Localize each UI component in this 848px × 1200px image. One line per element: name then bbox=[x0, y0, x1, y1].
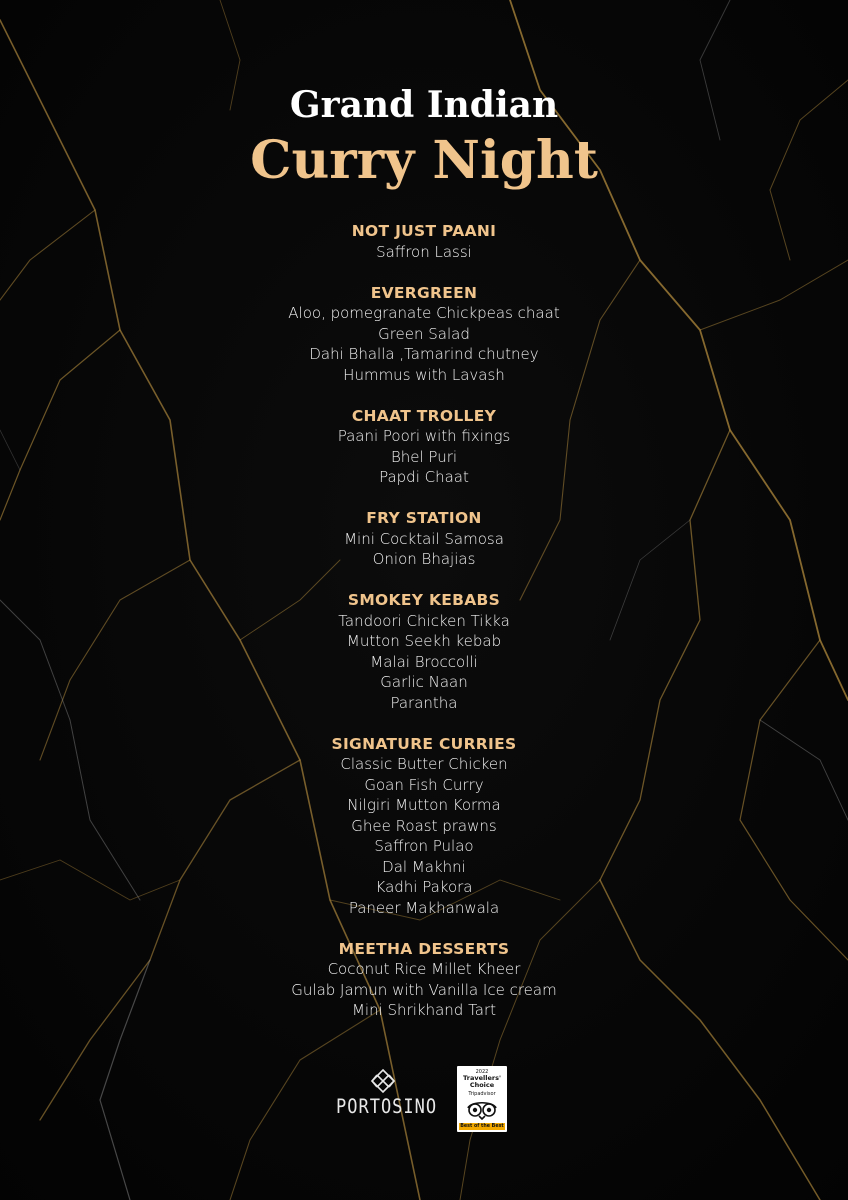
badge-brand: Tripadvisor bbox=[468, 1091, 496, 1097]
section-heading: FRY STATION bbox=[366, 509, 482, 527]
menu-section bbox=[0, 406, 848, 488]
menu-item: Mini Cocktail Samosa bbox=[344, 529, 504, 548]
portosino-logo-text: PORTOSINO bbox=[336, 1095, 438, 1119]
badge-title-line2: Choice bbox=[469, 1081, 495, 1089]
menu-item: Hummus with Lavash bbox=[343, 365, 505, 384]
menu-item: Classic Butter Chicken bbox=[340, 755, 508, 773]
menu-item: Dal Makhni bbox=[382, 857, 466, 876]
menu-item: Papdi Chaat bbox=[379, 468, 469, 486]
menu-item: Goan Fish Curry bbox=[364, 775, 484, 794]
menu-list bbox=[0, 221, 848, 1041]
page-title-line2: Curry Night bbox=[250, 130, 598, 191]
menu-item: Kadhi Pakora bbox=[375, 878, 473, 896]
menu-item: Bhel Puri bbox=[390, 447, 458, 466]
menu-item: Saffron Pulao bbox=[374, 837, 474, 855]
menu-item: Onion Bhajias bbox=[372, 550, 476, 568]
menu-item: Nilgiri Mutton Korma bbox=[347, 796, 501, 814]
menu-item: Gulab Jamun with Vanilla Ice cream bbox=[291, 980, 557, 999]
section-heading: SMOKEY KEBABS bbox=[347, 591, 501, 609]
tripadvisor-badge bbox=[457, 1066, 507, 1132]
menu-item: Mutton Seekh kebab bbox=[346, 632, 502, 650]
menu-item: Coconut Rice Millet Kheer bbox=[327, 960, 521, 978]
menu-item: Garlic Naan bbox=[380, 673, 468, 691]
menu-section bbox=[0, 283, 848, 386]
section-heading: NOT JUST PAANI bbox=[351, 222, 497, 240]
menu-item: Ghee Roast prawns bbox=[351, 816, 497, 835]
menu-item: Malai Broccolli bbox=[370, 652, 478, 671]
portosino-knot-icon bbox=[368, 1068, 398, 1094]
badge-ribbon: Best of the Best bbox=[460, 1124, 504, 1129]
menu-section bbox=[0, 508, 848, 570]
menu-item: Paneer Makhanwala bbox=[348, 898, 500, 917]
menu-item: Tandoori Chicken Tikka bbox=[338, 611, 510, 630]
menu-item: Paani Poori with fixings bbox=[337, 427, 511, 445]
page-title-line1: Grand Indian bbox=[289, 84, 559, 126]
section-heading: EVERGREEN bbox=[370, 283, 478, 302]
menu-item: Aloo, pomegranate Chickpeas chaat bbox=[288, 304, 560, 322]
section-heading: CHAAT TROLLEY bbox=[351, 406, 497, 425]
tripadvisor-owl-icon bbox=[465, 1098, 499, 1120]
menu-section bbox=[0, 590, 848, 713]
section-heading: SIGNATURE CURRIES bbox=[331, 734, 517, 753]
menu-item: Dahi Bhalla ,Tamarind chutney bbox=[309, 345, 539, 363]
badge-title bbox=[457, 1075, 507, 1089]
menu-section bbox=[0, 939, 848, 1021]
menu-item: Saffron Lassi bbox=[376, 242, 472, 261]
menu-item: Mini Shrikhand Tart bbox=[351, 1001, 497, 1019]
portosino-logo bbox=[336, 1068, 438, 1132]
section-heading: MEETHA DESSERTS bbox=[338, 939, 510, 958]
menu-section bbox=[0, 734, 848, 919]
menu-item: Parantha bbox=[390, 693, 458, 712]
menu-item: Green Salad bbox=[378, 324, 470, 343]
badge-title-line1: Travellers' bbox=[463, 1074, 501, 1082]
badge-year: 2022 bbox=[475, 1069, 489, 1075]
menu-section bbox=[0, 221, 848, 262]
